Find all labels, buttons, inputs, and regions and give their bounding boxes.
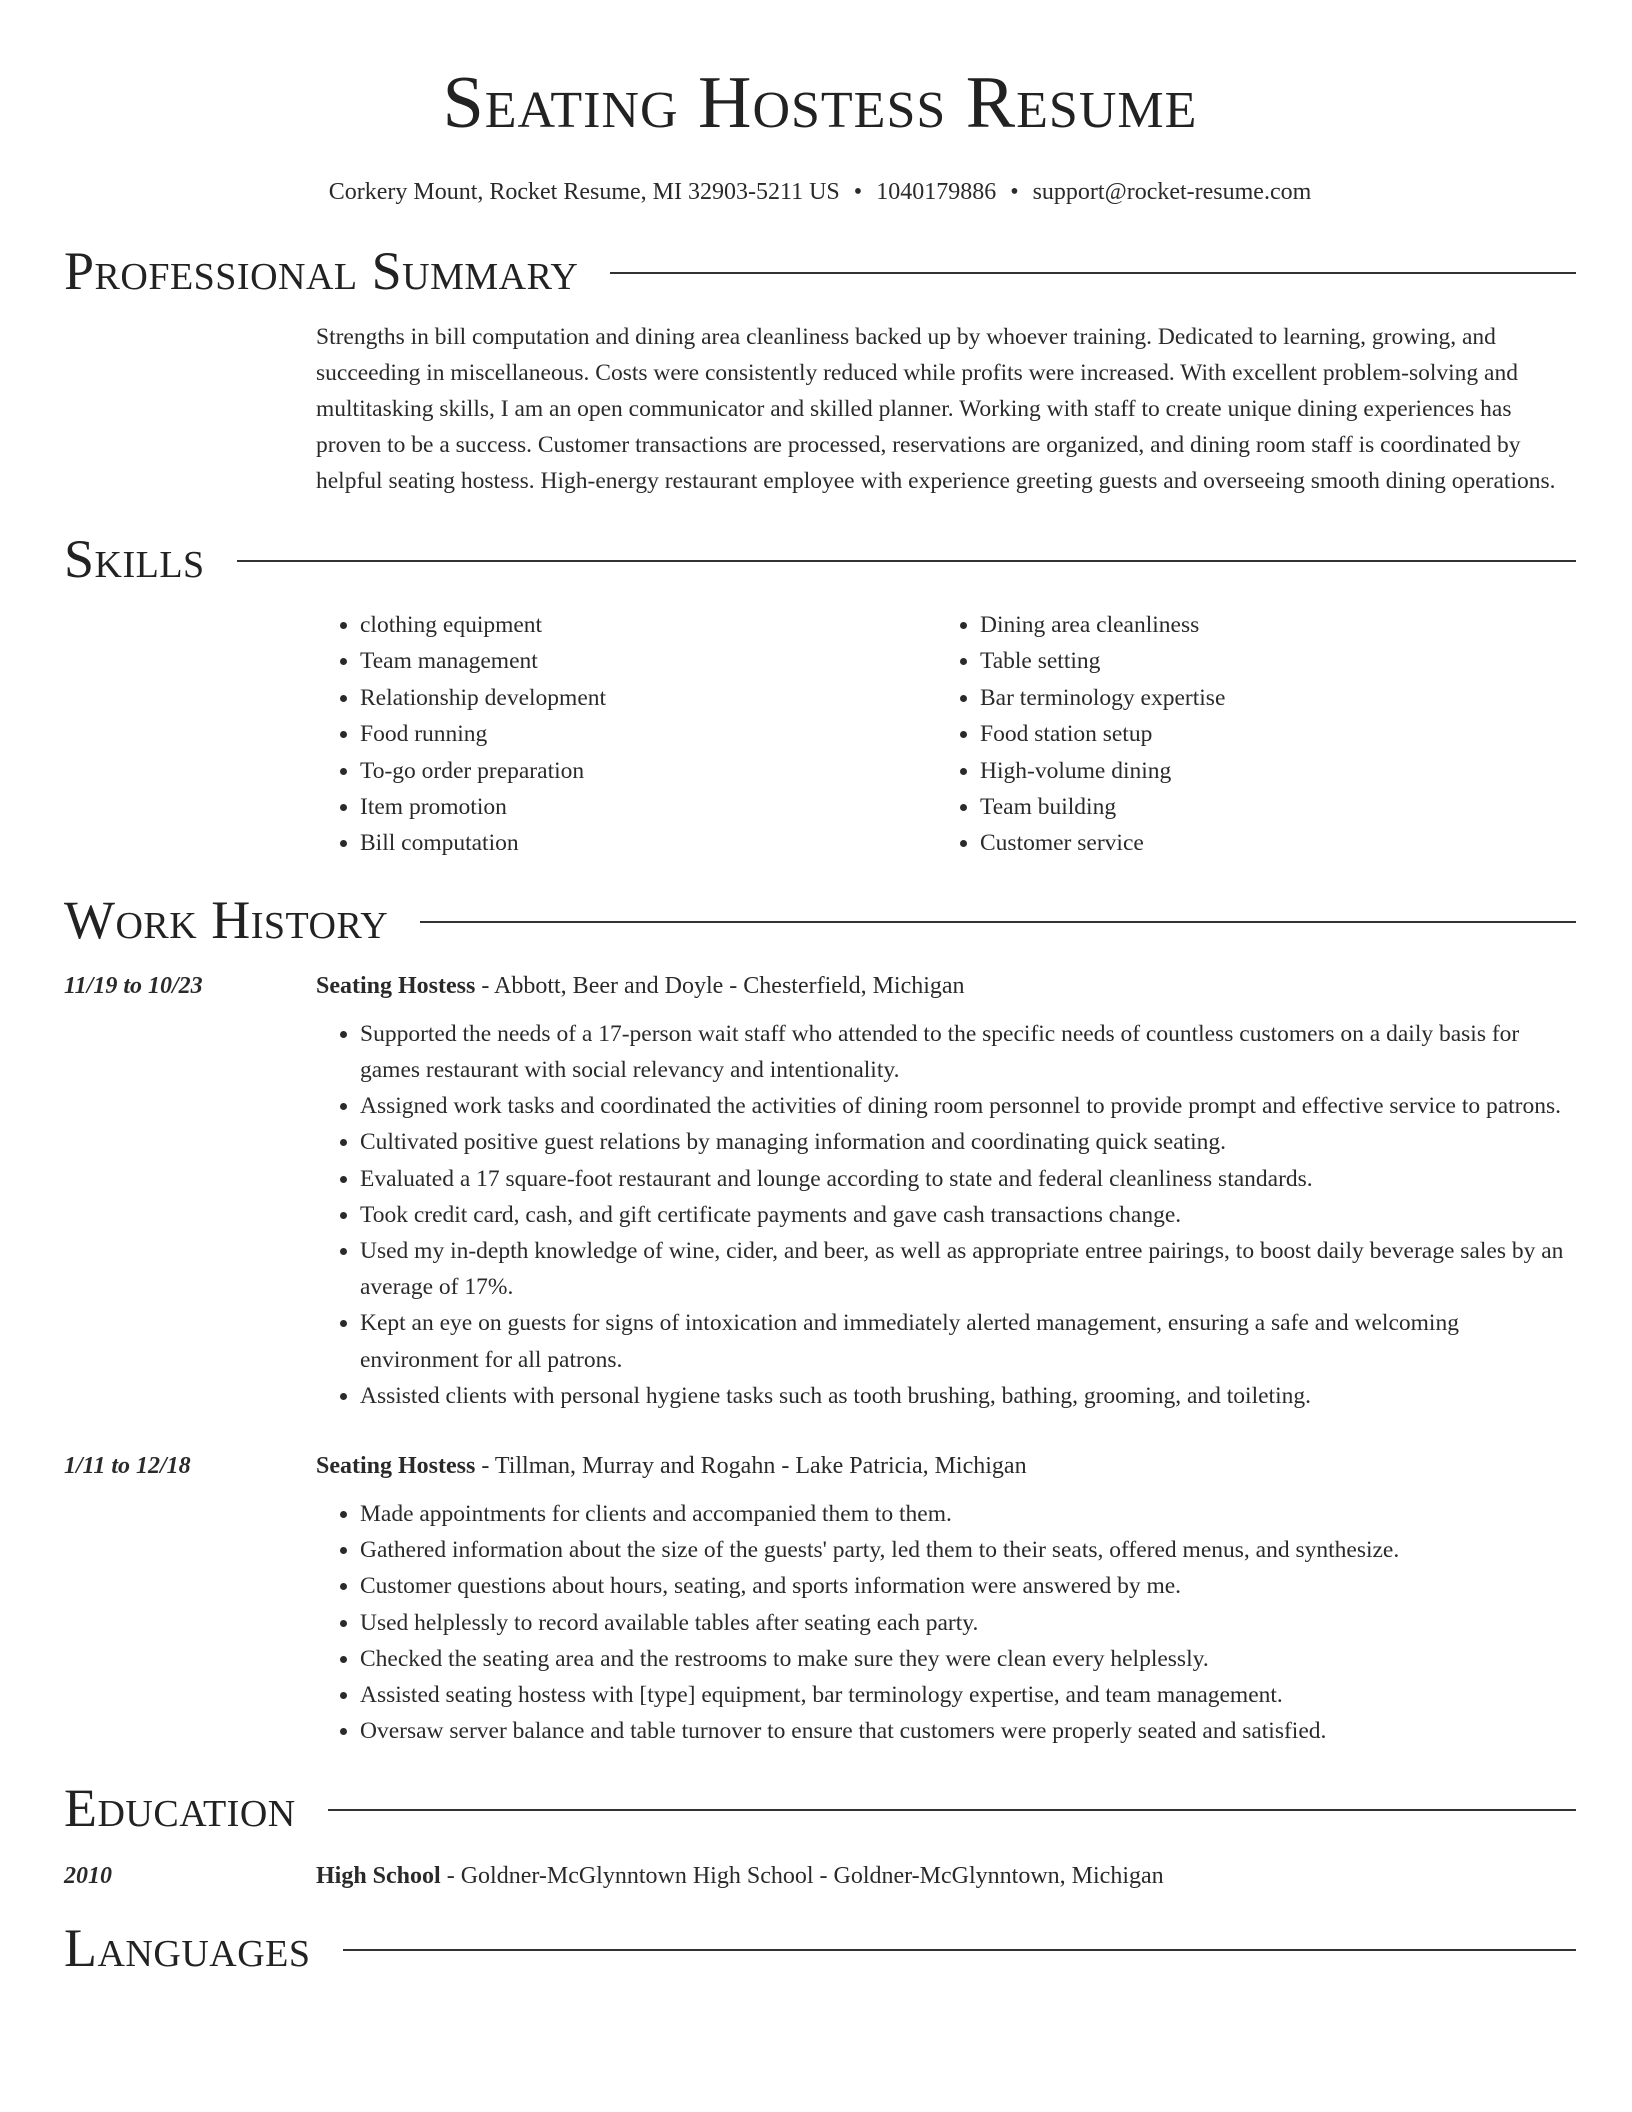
skill-item: • Table setting bbox=[980, 643, 1556, 679]
section-divider bbox=[328, 1809, 1576, 1811]
job-title-line bbox=[316, 968, 965, 1004]
section-divider bbox=[343, 1949, 1577, 1951]
contact-phone: 1040179886 bbox=[876, 179, 997, 205]
summary-body bbox=[316, 319, 1576, 499]
contact-separator: • bbox=[1010, 179, 1019, 205]
summary-text: Strengths in bill computation and dining area cleanliness backed up by whoever training. Dedicated to learning, growing, and succeeding in miscellaneous. Costs were consistently reduced while profits were increased. With excellent problem-solving and multitasking skills, I am an open communicator and skilled planner. Working with staff to create unique dining experiences has proven to be a success. Customer transactions are processed, reservations are organized, and dining room staff is coordinated by helpful seating hostess. High-energy restaurant employee with experience greeting guests and overseeing smooth dining operations. bbox=[316, 324, 1556, 494]
education-year: 2010 bbox=[64, 1862, 112, 1889]
job-bullet: • Made appointments for clients and accompanied them to them. bbox=[360, 1496, 1576, 1532]
skill-item: • Food station setup bbox=[980, 716, 1556, 752]
contact-line bbox=[64, 176, 1576, 208]
skills-column-right bbox=[936, 607, 1556, 862]
skills-column-left bbox=[316, 607, 936, 862]
job-bullet: • Oversaw server balance and table turnover to ensure that customers were properly seated and satisfied. bbox=[360, 1713, 1576, 1749]
contact-address: Corkery Mount, Rocket Resume, MI 32903-5211 US bbox=[328, 179, 840, 205]
job-bullet: • Cultivated positive guest relations by managing information and coordinating quick seating. bbox=[360, 1124, 1576, 1160]
education-degree: High School bbox=[316, 1862, 441, 1889]
contact-email: support@rocket-resume.com bbox=[1032, 179, 1312, 205]
skill-item: • Bar terminology expertise bbox=[980, 680, 1556, 716]
education-school: - Goldner-McGlynntown High School - Goldner-McGlynntown, Michigan bbox=[440, 1862, 1164, 1889]
skill-item: • High-volume dining bbox=[980, 753, 1556, 789]
skills-heading: Skills bbox=[64, 529, 205, 589]
skill-item: • clothing equipment bbox=[360, 607, 936, 643]
job-bullet: • Used helplessly to record available tables after seating each party. bbox=[360, 1605, 1576, 1641]
job-bullet: • Assisted seating hostess with [type] equipment, bar terminology expertise, and team management. bbox=[360, 1677, 1576, 1713]
job-details bbox=[316, 1016, 1576, 1414]
job-bullets bbox=[316, 1016, 1576, 1414]
resume-title: Seating Hostess Resume bbox=[442, 62, 1198, 144]
work-heading: Work History bbox=[64, 889, 389, 950]
skill-item: • To-go order preparation bbox=[360, 753, 936, 789]
job-title: Seating Hostess bbox=[316, 972, 476, 999]
job-bullet: • Assigned work tasks and coordinated the activities of dining room personnel to provide prompt and effective service to patrons. bbox=[360, 1088, 1576, 1124]
job-bullet: • Checked the seating area and the restrooms to make sure they were clean every helplessly. bbox=[360, 1641, 1576, 1677]
section-divider bbox=[237, 560, 1576, 562]
job-bullet: • Took credit card, cash, and gift certificate payments and gave cash transactions change. bbox=[360, 1197, 1576, 1233]
languages-section-header bbox=[64, 1916, 1576, 1980]
job-bullet: • Assisted clients with personal hygiene tasks such as tooth brushing, bathing, grooming, and toileting. bbox=[360, 1378, 1576, 1414]
skill-item: • Customer service bbox=[980, 825, 1556, 861]
job-header bbox=[64, 968, 1576, 1004]
job-bullet: • Supported the needs of a 17-person wait staff who attended to the specific needs of countless customers on a daily basis for games restaurant with social relevancy and intentionality. bbox=[360, 1016, 1576, 1088]
summary-section-header bbox=[64, 239, 1576, 303]
education-section-header bbox=[64, 1776, 1576, 1840]
job-bullet: • Gathered information about the size of the guests' party, led them to their seats, offered menus, and synthesize. bbox=[360, 1532, 1576, 1568]
job-entry bbox=[64, 1448, 1576, 1749]
job-dates: 1/11 to 12/18 bbox=[64, 1453, 191, 1480]
section-divider bbox=[420, 921, 1576, 923]
job-title-line bbox=[316, 1448, 1027, 1484]
education-entry bbox=[64, 1858, 1576, 1894]
job-employer: - Abbott, Beer and Doyle - Chesterfield, Michigan bbox=[475, 972, 965, 999]
job-entry bbox=[64, 968, 1576, 1414]
skill-item: • Team management bbox=[360, 643, 936, 679]
job-employer: - Tillman, Murray and Rogahn - Lake Patricia, Michigan bbox=[475, 1453, 1027, 1480]
education-heading: Education bbox=[64, 1777, 296, 1838]
summary-heading: Professional Summary bbox=[64, 241, 579, 301]
skill-item: • Item promotion bbox=[360, 789, 936, 825]
job-bullet: • Kept an eye on guests for signs of intoxication and immediately alerted management, ensuring a safe and welcoming environment for all patrons. bbox=[360, 1305, 1576, 1377]
skill-item: • Team building bbox=[980, 789, 1556, 825]
job-dates: 11/19 to 10/23 bbox=[64, 972, 203, 999]
job-bullet: • Customer questions about hours, seating, and sports information were answered by me. bbox=[360, 1568, 1576, 1604]
job-bullets bbox=[316, 1496, 1576, 1749]
skills-section-header bbox=[64, 527, 1576, 591]
contact-separator: • bbox=[853, 179, 863, 205]
job-bullet: • Evaluated a 17 square-foot restaurant and lounge according to state and federal cleanliness standards. bbox=[360, 1161, 1576, 1197]
section-divider bbox=[610, 272, 1576, 274]
skills-list bbox=[316, 607, 1576, 862]
skill-item: • Food running bbox=[360, 716, 936, 752]
resume-page bbox=[64, 0, 1576, 1980]
skill-item: • Bill computation bbox=[360, 825, 936, 861]
work-section-header bbox=[64, 888, 1576, 952]
skill-item: • Relationship development bbox=[360, 680, 936, 716]
education-line bbox=[316, 1858, 1164, 1894]
job-title: Seating Hostess bbox=[316, 1453, 476, 1480]
skill-item: • Dining area cleanliness bbox=[980, 607, 1556, 643]
job-details bbox=[316, 1496, 1576, 1749]
job-header bbox=[64, 1448, 1576, 1484]
job-bullet: • Used my in-depth knowledge of wine, cider, and beer, as well as appropriate entree pairings, to boost daily beverage sales by an average of 17%. bbox=[360, 1233, 1576, 1305]
languages-heading: Languages bbox=[64, 1917, 311, 1978]
